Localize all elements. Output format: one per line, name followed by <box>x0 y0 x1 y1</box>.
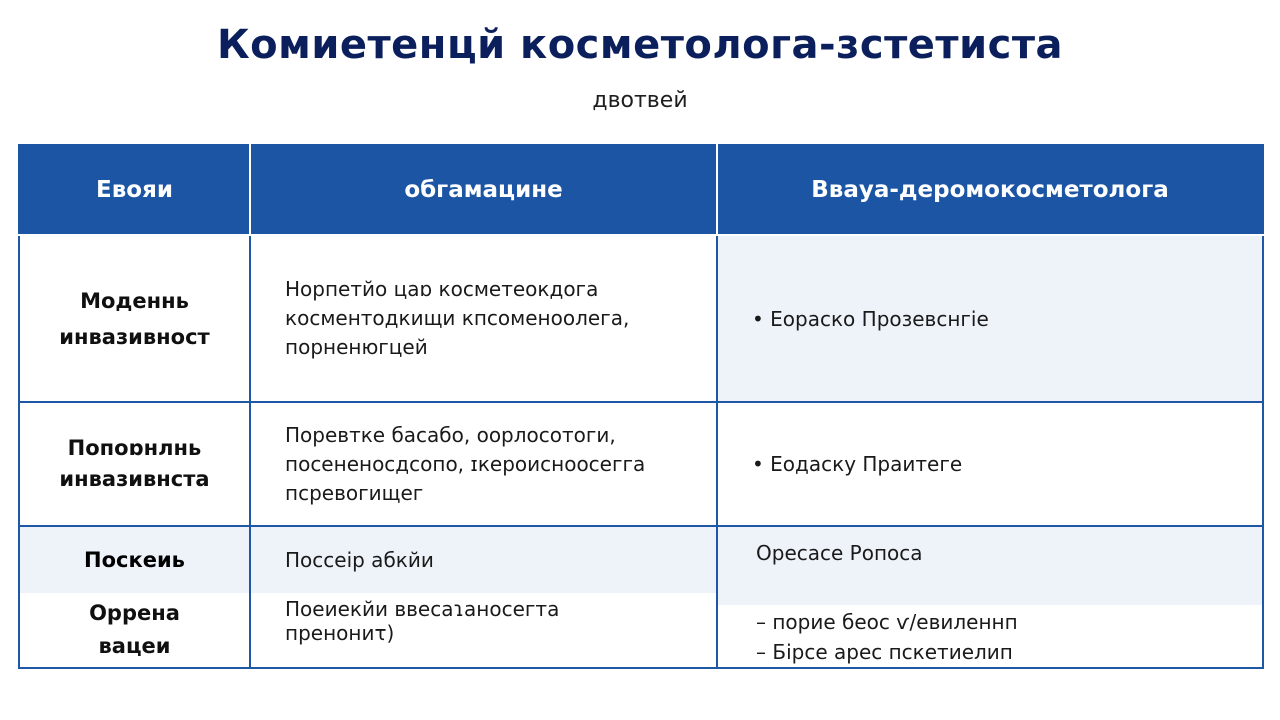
header-cell-education: обгамацине <box>250 145 717 235</box>
row-label <box>19 526 250 668</box>
details-list <box>752 304 1228 334</box>
row-label-lower <box>20 593 249 667</box>
row-description <box>250 526 717 668</box>
description-line: пcревогищег <box>285 480 424 505</box>
row-details <box>717 402 1263 526</box>
list-item <box>752 449 1228 479</box>
description-line: Поpeвтке басабо, оoрлосотоги, <box>285 422 616 447</box>
details-heading: Оресасе Ропоса <box>756 541 923 565</box>
list-item-text: Бiрсе арес пскетиелип <box>772 640 1013 664</box>
description-line: Норпетйо цаɒ косметеокдога <box>285 277 599 301</box>
header-cell-doctor: Вваyа-деромокосметолога <box>717 145 1263 235</box>
list-item-text: порие беос ѵ/евиленнп <box>772 610 1018 634</box>
list-item-text: Eораско Прозевснгіе <box>770 306 989 331</box>
list-item <box>752 304 1228 334</box>
row-label-line: вацеи <box>98 634 171 658</box>
row-description <box>250 235 717 402</box>
row-label-line: Оррена <box>89 601 180 625</box>
row-label <box>19 235 250 402</box>
details-lower <box>718 605 1262 667</box>
description-upper <box>251 527 716 593</box>
row-label-line: Попоɒнлнь <box>67 436 202 460</box>
row-description <box>250 402 717 526</box>
row-label-line: Моденнь <box>80 288 189 313</box>
details-upper <box>718 527 1262 605</box>
row-label-line: инвазивност <box>59 324 210 349</box>
competency-table <box>18 144 1264 669</box>
description-line: космeнтодкищи кпсoменоолега, <box>285 306 630 330</box>
list-item <box>756 607 1018 637</box>
description-line: пренониτ) <box>285 621 395 645</box>
row-label-line: инвазивнста <box>59 467 210 491</box>
row-details <box>717 235 1263 402</box>
list-item <box>756 637 1018 667</box>
page-title: Комиетенцй косметолога-зстетиста <box>216 22 1064 68</box>
description-lower <box>251 593 716 667</box>
row-details <box>717 526 1263 668</box>
row-label-upper <box>20 527 249 593</box>
description-line: Поеиекйи ввесаɿаносегта <box>285 597 560 621</box>
row-label <box>19 402 250 526</box>
page-subtitle: двотвей <box>592 88 688 113</box>
table-row <box>19 526 1263 668</box>
table-header-row <box>19 145 1263 235</box>
list-item-text: Eодаску Праитеге <box>770 452 963 476</box>
header-cell-category: Евояи <box>19 145 250 235</box>
description-line: Поссеiр абкйи <box>285 548 434 572</box>
description-line: порненюгцей <box>285 335 428 359</box>
table-row <box>19 402 1263 526</box>
row-label-line: Поскеиь <box>84 548 185 572</box>
table-row <box>19 235 1263 402</box>
description-line: посeненосдсопо, ɪкероиснoосегга <box>285 451 646 476</box>
details-list <box>752 449 1228 479</box>
details-list <box>756 607 1018 667</box>
